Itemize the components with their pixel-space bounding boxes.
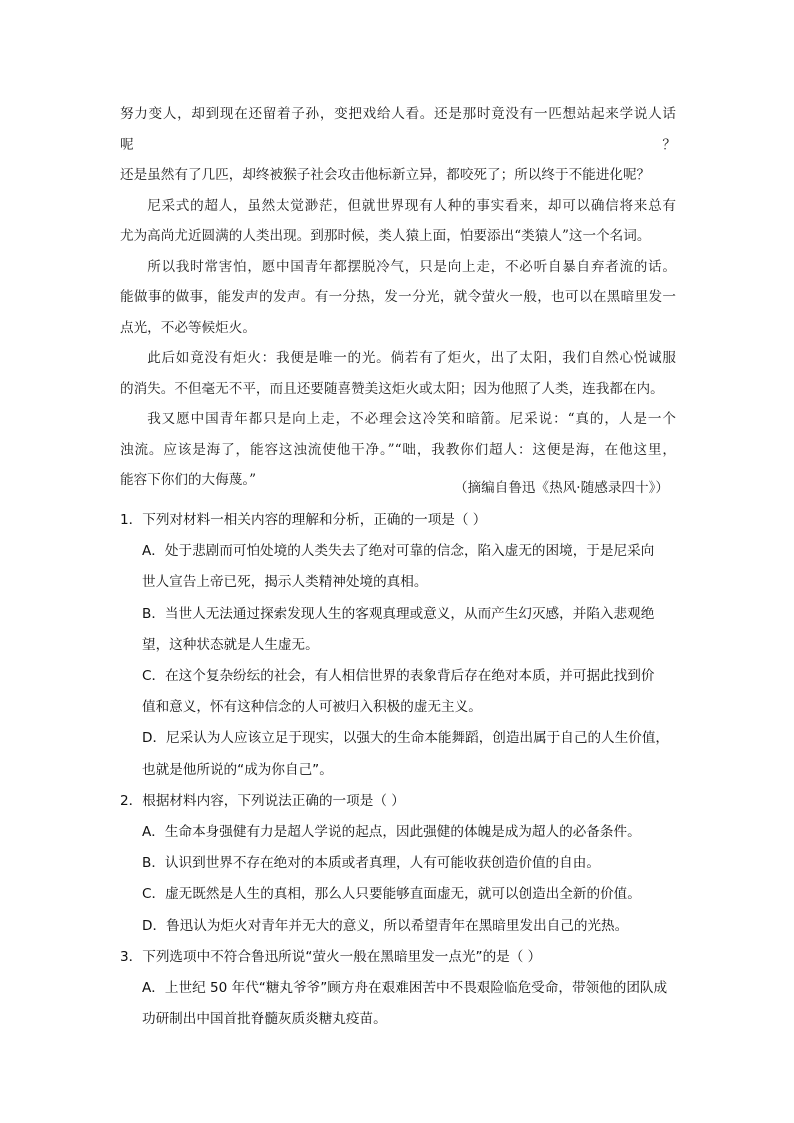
passage-line: 的消失。不但毫无不平，而且还要随喜赞美这炬火或太阳；因为他照了人类，连我都在内。	[120, 380, 664, 397]
passage-line: 我又愿中国青年都只是向上走，不必理会这冷笑和暗箭。尼采说：“真的，人是一个	[147, 411, 676, 427]
question-list	[120, 505, 686, 1035]
question-stem: 3．下列选项中不符合鲁迅所说“萤火一般在黑暗里发一点光”的是（ ）	[120, 948, 542, 965]
passage-line: 还是虽然有了几匹，却终被猴子社会攻击他标新立异，都咬死了；所以终于不能进化呢？	[120, 167, 651, 183]
answer-option-continued: 功研制出中国首批脊髓灰质炎糖丸疫苗。	[142, 1011, 387, 1028]
answer-option: A．上世纪 50 年代“糖丸爷爷”顾方舟在艰难困苦中不畏艰险临危受命，带领他的团队成	[142, 980, 668, 997]
question-item	[120, 786, 686, 942]
answer-option-continued: 值和意义，怀有这种信念的人可被归入积极的虚无主义。	[142, 699, 482, 716]
answer-option: A．生命本身强健有力是超人学说的起点，因此强健的体魄是成为超人的必备条件。	[142, 824, 641, 841]
reading-passage	[120, 99, 676, 496]
answer-option: B．认识到世界不存在绝对的本质或者真理，人有可能收获创造价值的自由。	[142, 855, 600, 872]
question-stem: 2．根据材料内容，下列说法正确的一项是（ ）	[120, 792, 405, 809]
answer-option: D．尼采认为人应该立足于现实，以强大的生命本能舞蹈，创造出属于自己的人生价值，	[142, 730, 670, 747]
question-item	[120, 505, 686, 786]
question-stem: 1．下列对材料一相关内容的理解和分析，正确的一项是（ ）	[120, 512, 487, 528]
passage-line: 点光，不必等候炬火。	[120, 319, 256, 336]
passage-line: 此后如竟没有炬火：我便是唯一的光。倘若有了炬火，出了太阳，我们自然心悦诚服	[147, 350, 676, 366]
answer-option-continued: 世人宣告上帝已死，揭示人类精神处境的真相。	[142, 574, 428, 591]
answer-option-continued: 望，这种状态就是人生虚无。	[142, 636, 319, 653]
passage-line: 尤为高尚尤近圆满的人类出现。到那时候，类人猿上面，怕要添出“类猿人”这一个名词。	[120, 228, 651, 244]
answer-option: B．当世人无法通过探索发现人生的客观真理或意义，从而产生幻灭感，并陷入悲观绝	[142, 605, 655, 622]
answer-option: C．虚无既然是人生的真相，那么人只要能够直面虚无，就可以创造出全新的价值。	[142, 886, 641, 903]
passage-line: 所以我时常害怕，愿中国青年都摆脱冷气，只是向上走，不必听自暴自弃者流的话。	[147, 258, 676, 275]
passage-line: 能做事的做事，能发声的发声。有一分热，发一分光，就令萤火一般，也可以在黑暗里发一	[120, 289, 676, 305]
passage-line: 能容下你们的大侮蔑。”	[120, 472, 257, 488]
answer-option: A．处于悲剧而可怕处境的人类失去了绝对可靠的信念，陷入虚无的困境，于是尼采向	[142, 543, 655, 560]
passage-line: 尼采式的超人，虽然太觉渺茫，但就世界现有人种的事实看来，却可以确信将来总有	[147, 197, 676, 214]
answer-option-continued: 也就是他所说的“成为你自己”。	[142, 761, 333, 778]
passage-line: 努力变人，却到现在还留着子孙，变把戏给人看。还是那时竟没有一匹想站起来学说人话呢？	[120, 106, 676, 153]
passage-source: （摘编自鲁迅《热风·随感录四十》）	[453, 480, 669, 496]
question-item	[120, 942, 686, 1036]
answer-option: C．在这个复杂纷纭的社会，有人相信世界的表象背后存在绝对本质，并可据此找到价	[142, 668, 655, 685]
passage-line: 浊流。应该是海了，能容这浊流使他干净。”“咄，我教你们超人：这便是海，在他这里，	[120, 441, 676, 458]
answer-option: D．鲁迅认为炬火对青年并无大的意义，所以希望青年在黑暗里发出自己的光热。	[142, 917, 629, 934]
